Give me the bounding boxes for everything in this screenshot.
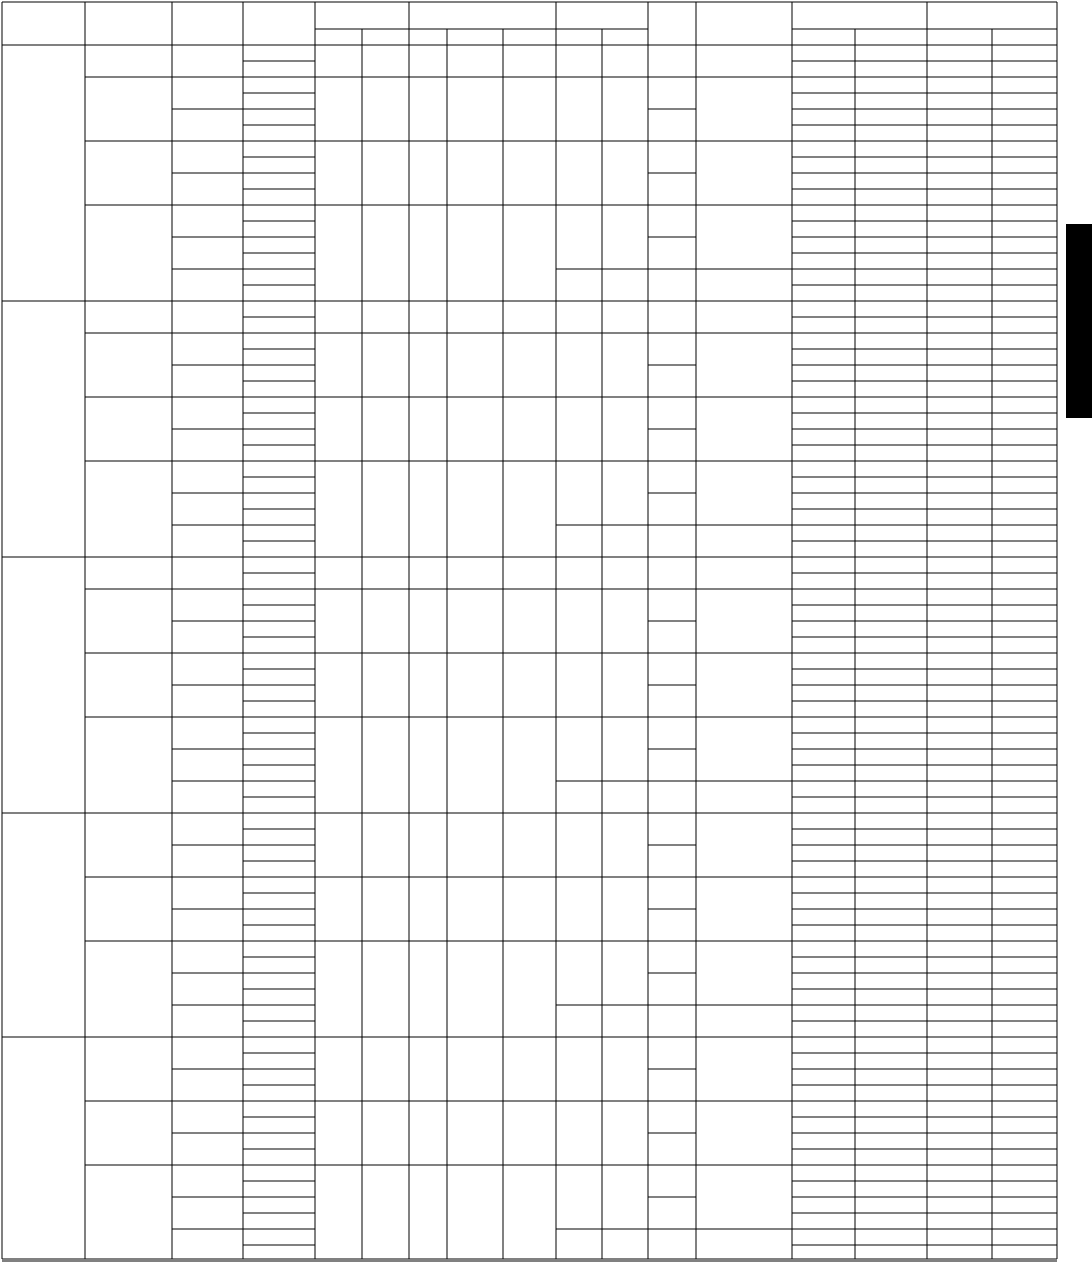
table-grid-lines: [2, 2, 1057, 1261]
section-thumb-tab: [1066, 224, 1092, 418]
